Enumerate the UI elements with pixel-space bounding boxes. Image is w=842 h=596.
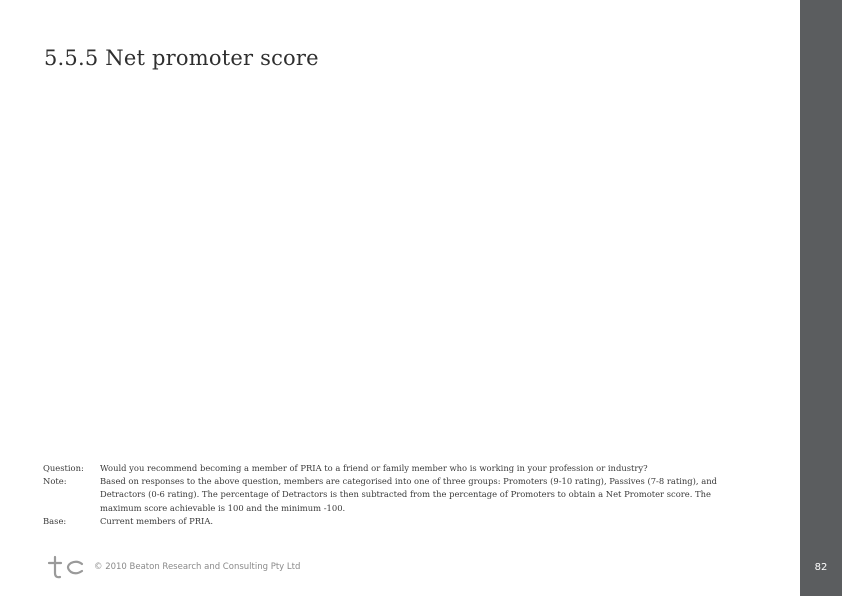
question-label: Question: (43, 463, 84, 473)
tc-logo-icon (44, 555, 88, 581)
notes-section (43, 462, 743, 528)
base-text: Current members of PRIA. (100, 515, 214, 526)
side-bar (800, 0, 842, 596)
note-label: Note: (43, 476, 67, 487)
base-note (43, 515, 743, 528)
base-label: Base: (43, 515, 67, 526)
page-title: 5.5.5 Net promoter score (44, 46, 319, 70)
page-number: 82 (814, 562, 828, 573)
copyright-text: © 2010 Beaton Research and Consulting Pty Ltd (94, 562, 301, 572)
method-note (43, 475, 743, 515)
note-text: Based on responses to the above question, members are categorised into one of three groups: Promoters (9-10 rating), Passives (7-8 rating), and Detractors (0-6 rating). The percentage of Detractors is then subtracted from the percentage of Promoters to obtain a Net Promoter score. The maximum score achievable is 100 and the minimum -100. (100, 476, 717, 513)
question-text: Would you recommend becoming a member of PRIA to a friend or family member who is working in your profession or industry? (100, 463, 648, 473)
question-note (43, 462, 743, 475)
